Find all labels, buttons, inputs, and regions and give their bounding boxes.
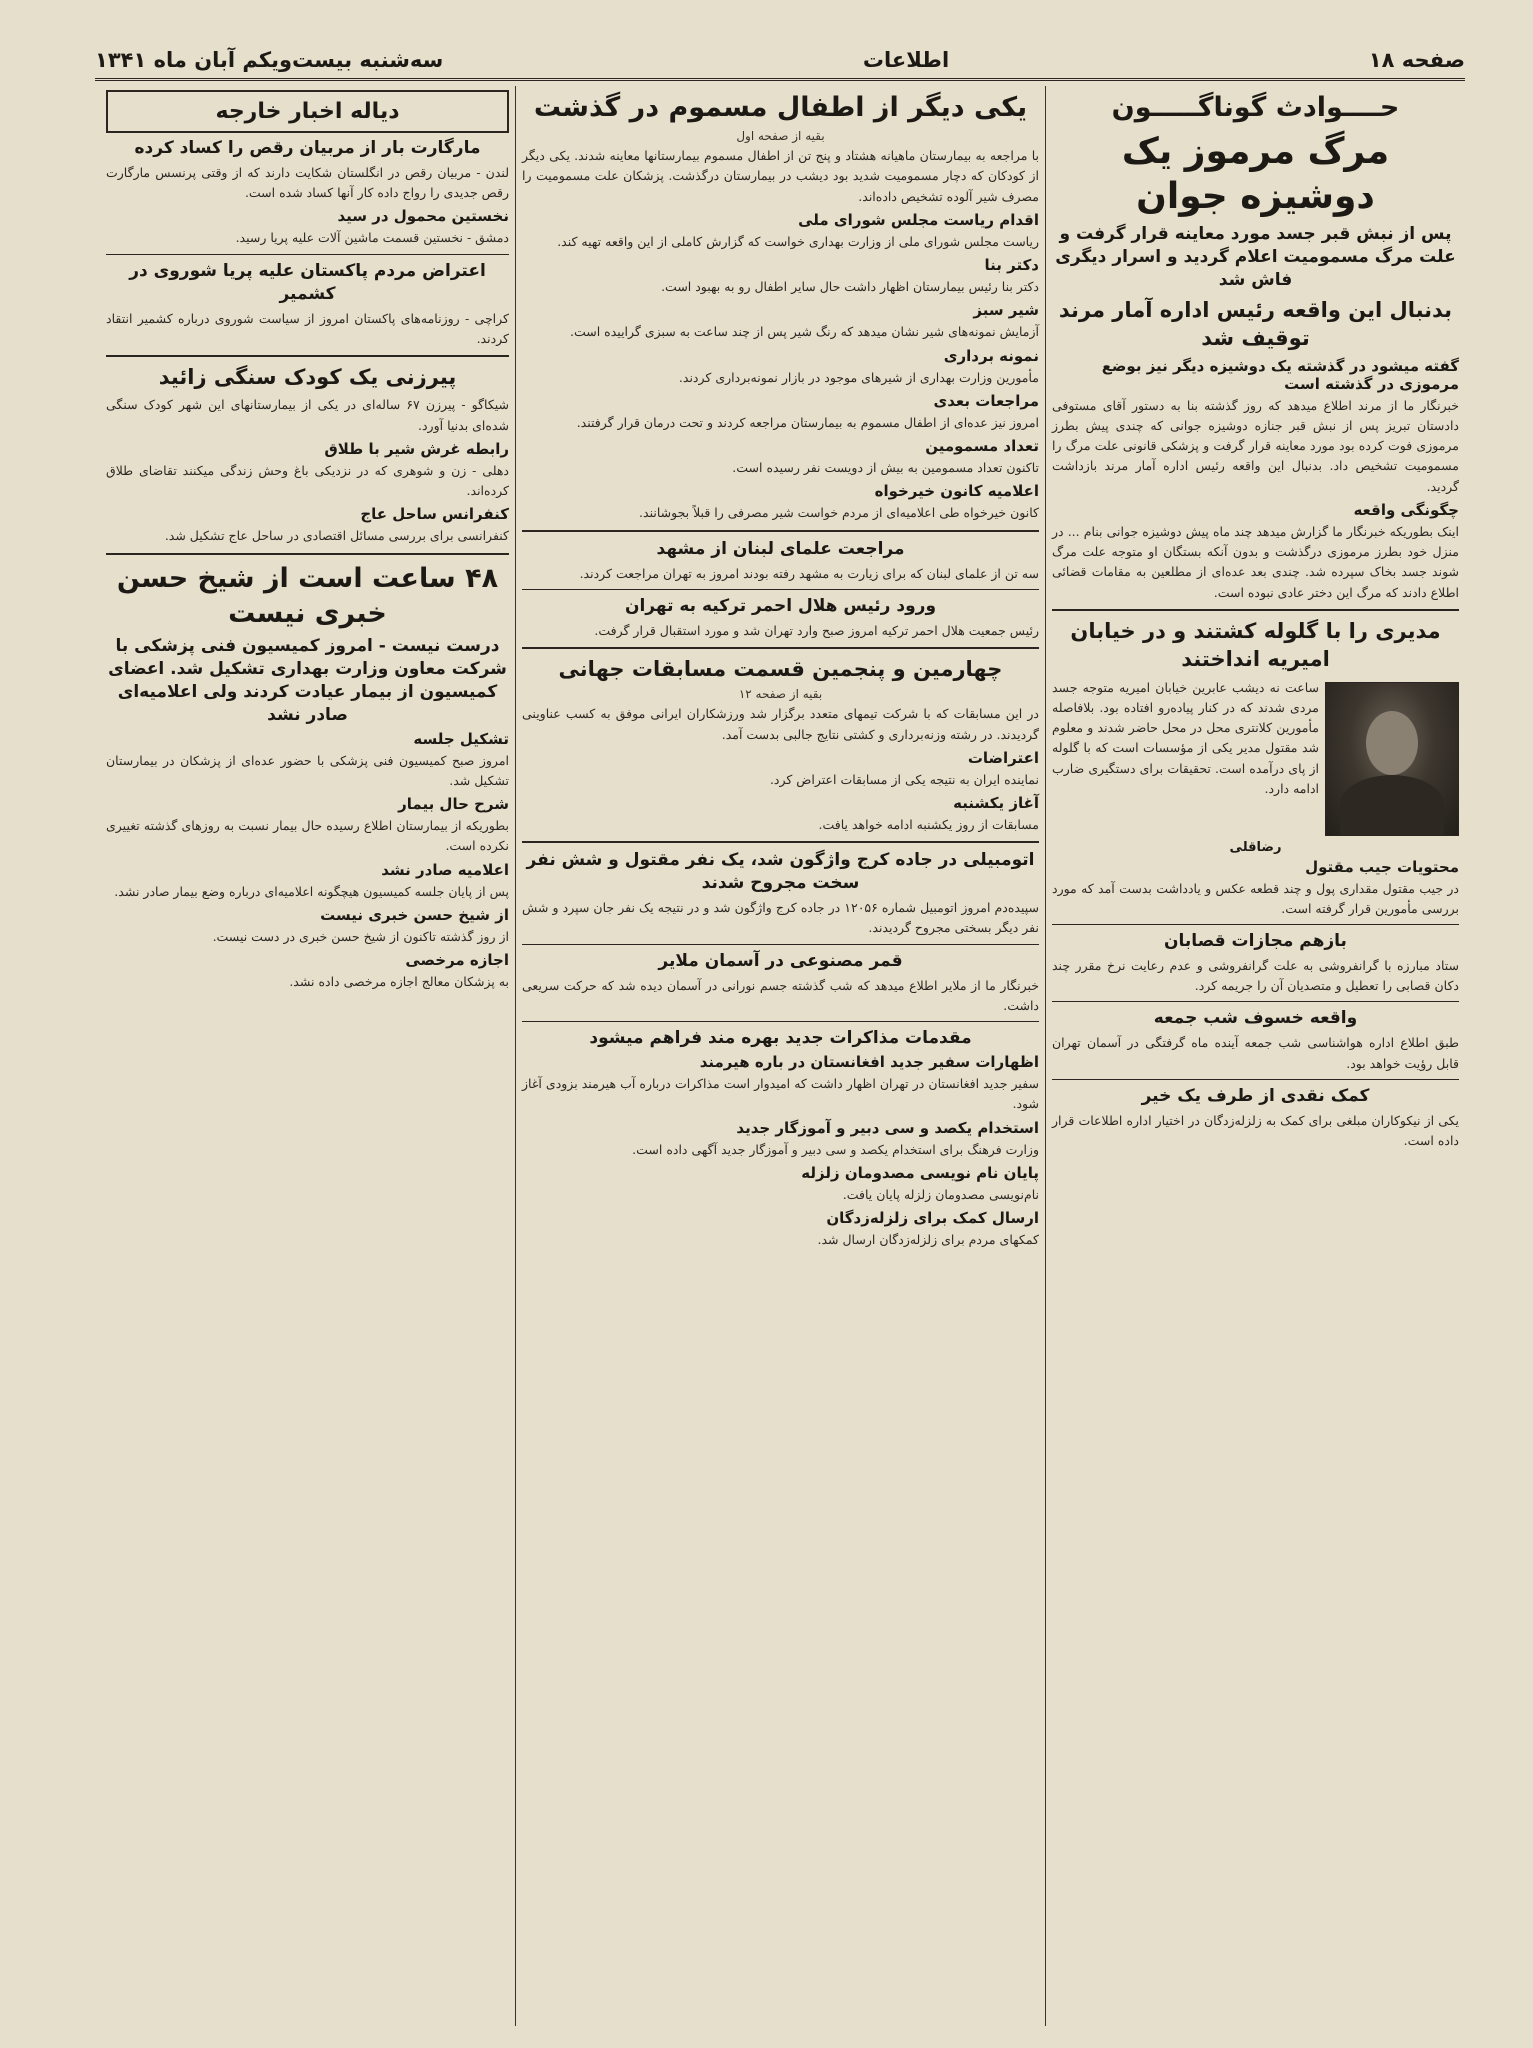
divider — [106, 553, 509, 555]
article-body: نماینده ایران به نتیجه یکی از مسابقات اعتراض کرد. — [769, 771, 1039, 787]
article-body: کنفرانسی برای بررسی مسائل اقتصادی در ساحل عاج تشکیل شد. — [164, 528, 509, 544]
column-middle — [515, 86, 1045, 2026]
masthead — [95, 42, 1465, 81]
article-body: خبرنگار ما از مرند اطلاع میدهد که روز گذشته بنا به دستور آقای مستوفی دادستان تبریز پس از نبش قبر جنازه دوشیزه جوانی که چندی پیش بطرز مرموزی فوت کرده بود مورد معاینه قرار گرفت و پزشکی قانونی علت مرگ را مسمومیت تشخیص داد. بدنبال این واقعه رئیس اداره آمار مرند بازداشت گردید. — [1052, 397, 1459, 494]
deck-3: گفته میشود در گذشته یک دوشیزه دیگر نیز بوضع مرموزی در گذشته است — [1101, 356, 1459, 393]
article-body: سپیده‌دم امروز اتومبیل شماره ۱۲۰۵۶ در جاده کرج واژگون شد و در نتیجه یک نفر جان سپرد و شش نفر دیگر بسختی مجروح گردیدند. — [522, 900, 1039, 936]
subheading: اعلامیه کانون خیرخواه — [874, 482, 1039, 501]
subheading: محتویات جیب مقتول — [1305, 857, 1459, 876]
headline-world-championships: چهارمین و پنجمین قسمت مسابقات جهانی — [558, 656, 1003, 681]
divider — [1052, 924, 1459, 925]
article-body: مسابقات از روز یکشنبه ادامه خواهد یافت. — [818, 817, 1039, 833]
divider — [1052, 1079, 1459, 1080]
subheading: شیر سبز — [973, 301, 1039, 320]
subheading: مراجعات بعدی — [933, 391, 1039, 410]
divider — [522, 589, 1039, 590]
article-body: نام‌نویسی مصدومان زلزله پایان یافت. — [842, 1186, 1039, 1202]
continuation-note: بقیه از صفحه اول — [736, 129, 825, 144]
article-body: تاکنون تعداد مسمومین به بیش از دویست نفر رسیده است. — [732, 460, 1039, 476]
paper-name: اطلاعات — [862, 48, 950, 72]
subheading: اجازه مرخصی — [405, 951, 509, 970]
article-body: خبرنگار ما از ملایر اطلاع میدهد که شب گذشته جسم نورانی در آسمان دیده شد که حرکت سریعی داشت. — [522, 977, 1039, 1013]
subheading: آغاز یکشنبه — [953, 794, 1039, 813]
subheading: شرح حال بیمار — [398, 795, 509, 814]
article-body: ریاست مجلس شورای ملی از وزارت بهداری خواست که گزارش کاملی از این واقعه تهیه کند. — [557, 233, 1039, 249]
divider — [522, 944, 1039, 945]
column-incidents — [1045, 86, 1465, 2026]
page-number: صفحه ۱۸ — [1368, 48, 1465, 72]
headline-murder: مدیری را با گلوله کشتند و در خیابان امیریه انداختند — [1070, 618, 1441, 672]
article-body: یکی از نیکوکاران مبلغی برای کمک به زلزله‌زدگان در اختیار اداره اطلاعات قرار داده است. — [1052, 1112, 1459, 1149]
headline-sheikh-hassan: ۴۸ ساعت است از شیخ حسن خبری نیست — [116, 562, 499, 629]
photo-caption: رضاقلی — [1229, 839, 1282, 855]
article-body: ساعت نه دیشب عابرین خیابان امیریه متوجه جسد مردی شدند که در کنار پیاده‌رو افتاده بود. بلافاصله مأمورین کلانتری محل در محل حاضر شدند و معلوم شد مقتول مدیر یکی از مؤسسات است که با گلوله از پای درآمده است. تحقیقات برای دستگیری ضارب ادامه دارد. — [1052, 679, 1319, 796]
article-body: امروز نیز عده‌ای از اطفال مسموم به بیمارستان مراجعه کردند و تحت درمان قرار گرفتند. — [576, 414, 1039, 430]
headline-pakistan: اعتراض مردم پاکستان علیه پریا شوروی در کشمیر — [129, 260, 486, 304]
column-foreign-news — [100, 86, 515, 2026]
divider — [106, 355, 509, 357]
article-body: کمکهای مردم برای زلزله‌زدگان ارسال شد. — [817, 1232, 1039, 1248]
headline-satellite: قمر مصنوعی در آسمان ملایر — [658, 950, 903, 971]
article-body: دکتر بنا رئیس بیمارستان اظهار داشت حال سایر اطفال رو به بهبود است. — [661, 279, 1039, 295]
article-body: دهلی - زن و شوهری که در نزدیکی باغ وحش زندگی میکنند تقاضای طلاق کرده‌اند. — [106, 462, 509, 499]
headline-lebanon-clerics: مراجعت علمای لبنان از مشهد — [656, 538, 905, 559]
article-body: سه تن از علمای لبنان که برای زیارت به مشهد رفته بودند امروز به تهران مراجعت کردند. — [579, 565, 1039, 581]
portrait-photo — [1325, 682, 1459, 836]
article-body: سفیر جدید افغانستان در تهران اظهار داشت که امیدوار است مذاکرات درباره آب هیرمند بزودی آغاز شود. — [522, 1076, 1039, 1112]
article-body: پس از پایان جلسه کمیسیون هیچگونه اعلامیه‌ای درباره وضع بیمار صادر نشد. — [114, 883, 509, 899]
subheading: تعداد مسمومین — [925, 437, 1039, 456]
headline-stone-child: پیرزنی یک کودک سنگی زائید — [158, 365, 457, 390]
subheading: اعلامیه صادر نشد — [381, 860, 509, 879]
foreign-news-header-box — [106, 90, 509, 133]
main-headline: مرگ مرموز یک دوشیزه جوان — [1121, 131, 1390, 218]
divider — [1052, 1001, 1459, 1002]
article-body: در این مسابقات که با شرکت تیمهای متعدد برگزار شد ورزشکاران ایرانی موفق به کسب عناوینی گردیدند. در رشته وزنه‌برداری و کشتی نتایج جالبی بدست آمد. — [522, 706, 1039, 742]
article-body: به پزشکان معالج اجازه مرخصی داده نشد. — [289, 974, 509, 990]
article-body: طبق اطلاع اداره هواشناسی شب جمعه آینده ماه گرفتگی در آسمان تهران قابل رؤیت خواهد بود. — [1052, 1035, 1459, 1071]
subheading: رابطه غرش شیر با طلاق — [324, 439, 509, 458]
deck-2: بدنبال این واقعه رئیس اداره آمار مرند توقیف شد — [1058, 297, 1453, 351]
subheading: ارسال کمک برای زلزله‌زدگان — [826, 1209, 1039, 1228]
subheading: نخستین محمول در سید — [337, 207, 509, 226]
article-body: رئیس جمعیت هلال احمر ترکیه امروز صبح وارد تهران شد و مورد استقبال قرار گرفت. — [594, 622, 1039, 638]
foreign-news-header: دیاله اخبار خارجه — [215, 99, 400, 124]
divider — [522, 841, 1039, 843]
headline-butchers: بازهم مجازات قصابان — [1164, 931, 1347, 952]
article-body: از روز گذشته تاکنون از شیخ حسن خبری در دست نیست. — [212, 928, 509, 944]
headline-eclipse: واقعه خسوف شب جمعه — [1153, 1008, 1358, 1029]
subheading: نمونه برداری — [943, 346, 1039, 365]
issue-date: سه‌شنبه بیست‌ویکم آبان ماه ۱۳۴۱ — [95, 48, 444, 72]
article-body: با مراجعه به بیمارستان ماهیانه هشتاد و پنج تن از اطفال مسموم بیمارستانها معاینه شدند. یکی دیگر از کودکان که دچار مسمومیت شدید بود دیشب در بیمارستان درگذشت. پزشکان علت مسمومیت را مصرف شیر آلوده تشخیص داده‌اند. — [522, 148, 1039, 204]
subheading: پایان نام نویسی مصدومان زلزله — [801, 1163, 1039, 1182]
deck-1: پس از نبش قبر جسد مورد معاینه قرار گرفت و علت مرگ مسمومیت اعلام گردید و اسرار دیگری فاش شد — [1055, 224, 1456, 290]
subheading: چگونگی واقعه — [1353, 500, 1459, 519]
headline-margaret: مارگارت بار از مربیان رقص را کساد کرده — [134, 138, 481, 158]
photo-face — [1366, 711, 1418, 775]
subheading: اعتراضات — [967, 748, 1039, 767]
article-body: کراچی - روزنامه‌های پاکستان امروز از سیاست شوروی درباره کشمیر انتقاد کردند. — [106, 310, 509, 346]
subheading: تشکیل جلسه — [413, 729, 509, 748]
article-body: در جیب مقتول مقداری پول و چند قطعه عکس و یادداشت بدست آمد که مورد بررسی مأمورین قرار گرفته است. — [1052, 880, 1459, 916]
divider — [522, 1021, 1039, 1022]
headline-poisoned-children: یکی دیگر از اطفال مسموم در گذشت — [533, 92, 1028, 123]
divider — [522, 647, 1039, 649]
article-body: لندن - مربیان رقص در انگلستان شکایت دارند که از وقتی پرنسس مارگارت رقص جدیدی را رواج داده کار آنها کساد شده است. — [106, 164, 509, 201]
divider — [106, 254, 509, 255]
photo-shoulders — [1340, 775, 1444, 835]
subheading: استخدام یکصد و سی دبیر و آموزگار جدید — [736, 1118, 1039, 1137]
section-title: حــــوادث گوناگـــــون — [1111, 92, 1400, 123]
divider — [1052, 609, 1459, 611]
subheading: دکتر بنا — [984, 256, 1039, 275]
divider — [522, 530, 1039, 532]
article-body: دمشق - نخستین قسمت ماشین آلات علیه پریا رسید. — [235, 230, 509, 246]
subheading: اقدام ریاست مجلس شورای ملی — [798, 210, 1039, 229]
article-body: امروز صبح کمیسیون فنی پزشکی با حضور عده‌ای از پزشکان در بیمارستان تشکیل شد. — [106, 752, 509, 788]
deck-sheikh-hassan: درست نیست - امروز کمیسیون فنی پزشکی با شرکت معاون وزارت بهداری تشکیل شد. اعضای کمیسیون از بیمار عیادت کردند ولی اعلامیه‌ای صادر نشد — [108, 635, 507, 725]
subheading: از شیخ حسن خبری نیست — [320, 905, 509, 924]
article-body: بطوریکه از بیمارستان اطلاع رسیده حال بیمار نسبت به روزهای گذشته تغییری نکرده است. — [106, 818, 509, 854]
article-body: ستاد مبارزه با گرانفروشی به علت گرانفروشی و عدم رعایت نرخ مقرر چند دکان قصابی را تعطیل و متصدیان آن را جریمه کرد. — [1052, 957, 1459, 994]
headline-donation: کمک نقدی از طرف یک خیر — [1141, 1085, 1370, 1106]
headline-red-crescent: ورود رئیس هلال احمر ترکیه به تهران — [624, 595, 937, 616]
article-body: وزارت فرهنگ برای استخدام یکصد و سی دبیر و آموزگار جدید آگهی داده است. — [632, 1141, 1039, 1157]
article-body: کانون خیرخواه طی اعلامیه‌ای از مردم خواست شیر مصرفی را قبلاً بجوشانند. — [639, 505, 1039, 521]
headline-helmand: مقدمات مذاکرات جدید بهره مند فراهم میشود — [589, 1028, 972, 1049]
subheading: کنفرانس ساحل عاج — [360, 505, 509, 524]
article-body: مأمورین وزارت بهداری از شیرهای موجود در بازار نمونه‌برداری کردند. — [678, 369, 1039, 385]
article-body: اینک بطوریکه خبرنگار ما گزارش میدهد چند ماه پیش دوشیزه جوانی بنام ... در منزل خود بطرز مرموزی درگذشت و بدون آنکه بستگان او متوجه علت مرگ شوند جسد بخاک سپرده شد. چندی بعد عده‌ای از مطلعین به مقامات قضائی اطلاع دادند که مرگ این دختر عادی نبوده است. — [1052, 523, 1459, 600]
headline-car-accident: اتومبیلی در جاده کرج واژگون شد، یک نفر مقتول و شش نفر سخت مجروح شدند — [526, 850, 1035, 894]
deck: اظهارات سفیر جدید افغانستان در باره هیرمند — [699, 1053, 1039, 1072]
article-body: آزمایش نمونه‌های شیر نشان میدهد که رنگ شیر پس از چند ساعت به سبزی گراییده است. — [570, 324, 1039, 340]
article-body: شیکاگو - پیرزن ۶۷ ساله‌ای در یکی از بیمارستانهای این شهر کودک سنگی شده‌ای بدنیا آورد. — [106, 397, 510, 433]
continuation-note: بقیه از صفحه ۱۲ — [738, 687, 823, 702]
